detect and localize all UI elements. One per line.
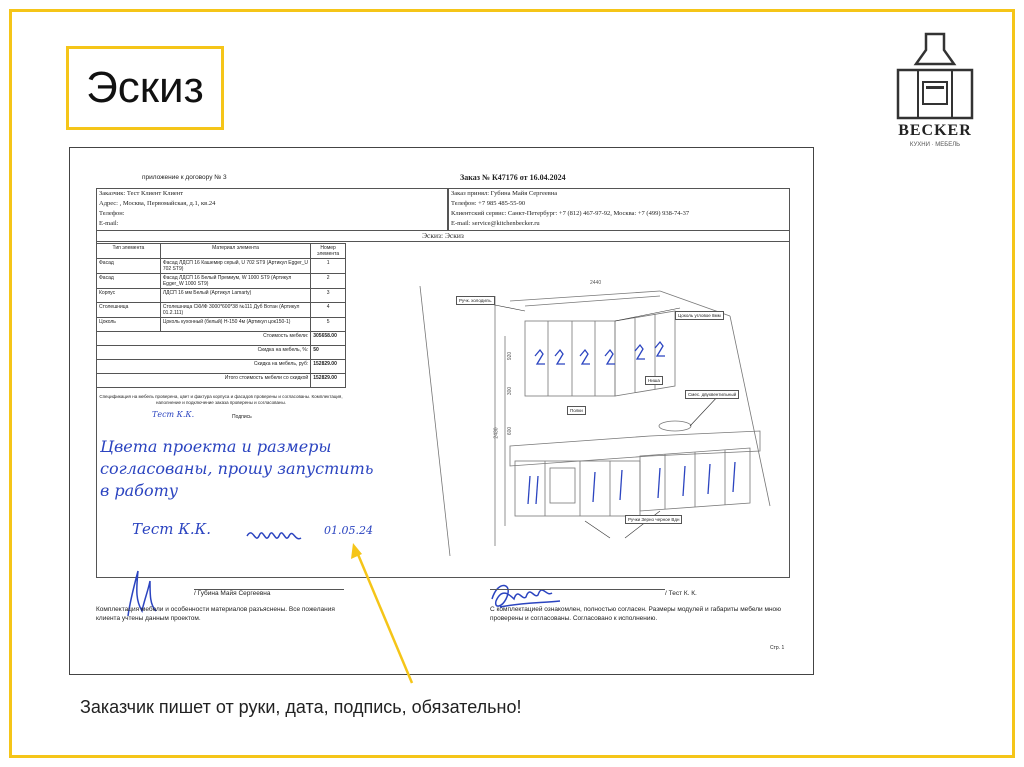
table-cell: Фасад — [97, 274, 161, 289]
handwritten-line: в работу — [100, 481, 179, 500]
client-name: Заказчик: Тест Клиент Клиент — [99, 190, 184, 197]
table-cell: 2 — [311, 274, 346, 289]
table-cell: ЛДСП 16 мм Белый (Артикул Lamarty) — [160, 289, 310, 303]
spec-note: Спецификация на мебель проверена, цвет и фактура корпуса и фасадов проверены и согласованы. Комплектация, наполнение и подключение заказа проверены и согласованы. — [99, 394, 343, 405]
table-cell: 1 — [311, 259, 346, 274]
client-address: Адрес: , Москва, Первомайская, д.1, кв.24 — [99, 200, 216, 207]
manager-sign-name: / Губина Майя Сергеевна — [194, 590, 271, 597]
table-cell: Цоколь кухонный (белый) Н-150 4м (Артикул цок150-1) — [160, 318, 310, 332]
client-phone: Телефон: — [99, 210, 125, 217]
order-number: Заказ № К47176 от 16.04.2024 — [460, 173, 566, 182]
table-cell: 5 — [311, 318, 346, 332]
drawing-label: Ручк. холодиль. — [456, 296, 495, 305]
table-cell: Фасад ЛДСП 16 Кашемир серый, U 702 ST9 (Артикул Egger_U 702 ST9) — [160, 259, 310, 274]
total-label: Скидка на мебель, руб: — [97, 360, 311, 374]
total-value: 152829.00 — [311, 374, 346, 388]
seller-email: E-mail: service@kitchenbecker.ru — [451, 220, 540, 227]
seller-accepted: Заказ принял: Губина Майя Сергеевна — [451, 190, 558, 197]
table-cell: Столешница — [97, 303, 161, 318]
page-number: Стр. 1 — [770, 645, 785, 651]
total-label: Стоимость мебели: — [97, 332, 311, 346]
seller-service: Клиентский сервис: Санкт-Петербург: +7 (812) 467-97-92, Москва: +7 (499) 938-74-37 — [451, 210, 690, 217]
table-cell: Столешница СКИФ 3000*600*38 №111 Дуб Вотан (Артикул 01.2.111) — [160, 303, 310, 318]
manager-note: Комплектация мебели и особенности материалов разъяснены. Все пожелания клиента учтены данным проектом. — [96, 606, 335, 622]
appendix-label: приложение к договору № 3 — [142, 174, 227, 181]
handwritten-date: 01.05.24 — [324, 524, 373, 537]
total-label: Скидка на мебель, %: — [97, 346, 311, 360]
table-cell: 4 — [311, 303, 346, 318]
signature-label: Подпись — [232, 414, 252, 420]
drawing-label: Смес. двухвентильный — [685, 390, 739, 399]
dimension-label: 2440 — [590, 280, 602, 286]
table-cell: Фасад — [97, 259, 161, 274]
seller-phone: Телефон: +7 985 485-55-90 — [451, 200, 526, 207]
table-cell: 3 — [311, 289, 346, 303]
logo-text: BECKER — [898, 122, 972, 139]
logo-subtext: КУХНИ · МЕБЕЛЬ — [909, 142, 961, 148]
dimension-label: 2430 — [493, 427, 500, 439]
table-header: Материал элемента — [160, 244, 310, 259]
dimension-label: 300 — [507, 386, 514, 396]
client-note: С комплектацией ознакомлен, полностью согласен. Размеры модулей и габариты мебели мною проверены и согласованы. Согласовано к исполнению. — [490, 606, 782, 622]
total-label: Итого стоимость мебели со скидкой — [97, 374, 311, 388]
dimension-label: 600 — [507, 426, 514, 436]
sketch-header: Эскиз: Эскиз — [96, 231, 790, 242]
drawing-label: Ниша — [645, 376, 663, 385]
client-sign-name: / Тест К. К. — [665, 590, 697, 597]
handwritten-line: Цвета проекта и размеры — [100, 437, 332, 456]
drawing-label: Ручки Зерно черное Вдн — [625, 515, 682, 524]
slide-title: Эскиз — [86, 63, 204, 112]
client-email: E-mail: — [99, 220, 119, 227]
table-header: Тип элемента — [97, 244, 161, 259]
drawing-label: Цоколь угловое 8мм — [675, 311, 724, 320]
slide-caption: Заказчик пишет от руки, дата, подпись, обязательно! — [80, 697, 522, 717]
table-cell: Цоколь — [97, 318, 161, 332]
total-value: 152829.00 — [311, 360, 346, 374]
table-header: Номер элемента — [311, 244, 346, 259]
dimension-label: 920 — [507, 351, 514, 361]
drawing-label: Полки — [567, 406, 586, 415]
small-signature-name: Тест К.К. — [152, 410, 195, 419]
table-cell: Корпус — [97, 289, 161, 303]
handwritten-name: Тест К.К. — [132, 520, 212, 538]
handwritten-line: согласованы, прошу запустить — [100, 459, 374, 478]
total-value: 50 — [311, 346, 346, 360]
total-value: 305658.00 — [311, 332, 346, 346]
table-cell: Фасад ЛДСП 16 Белый Премиум, W 1000 ST9 (Артикул Egger_W 1000 ST9) — [160, 274, 310, 289]
